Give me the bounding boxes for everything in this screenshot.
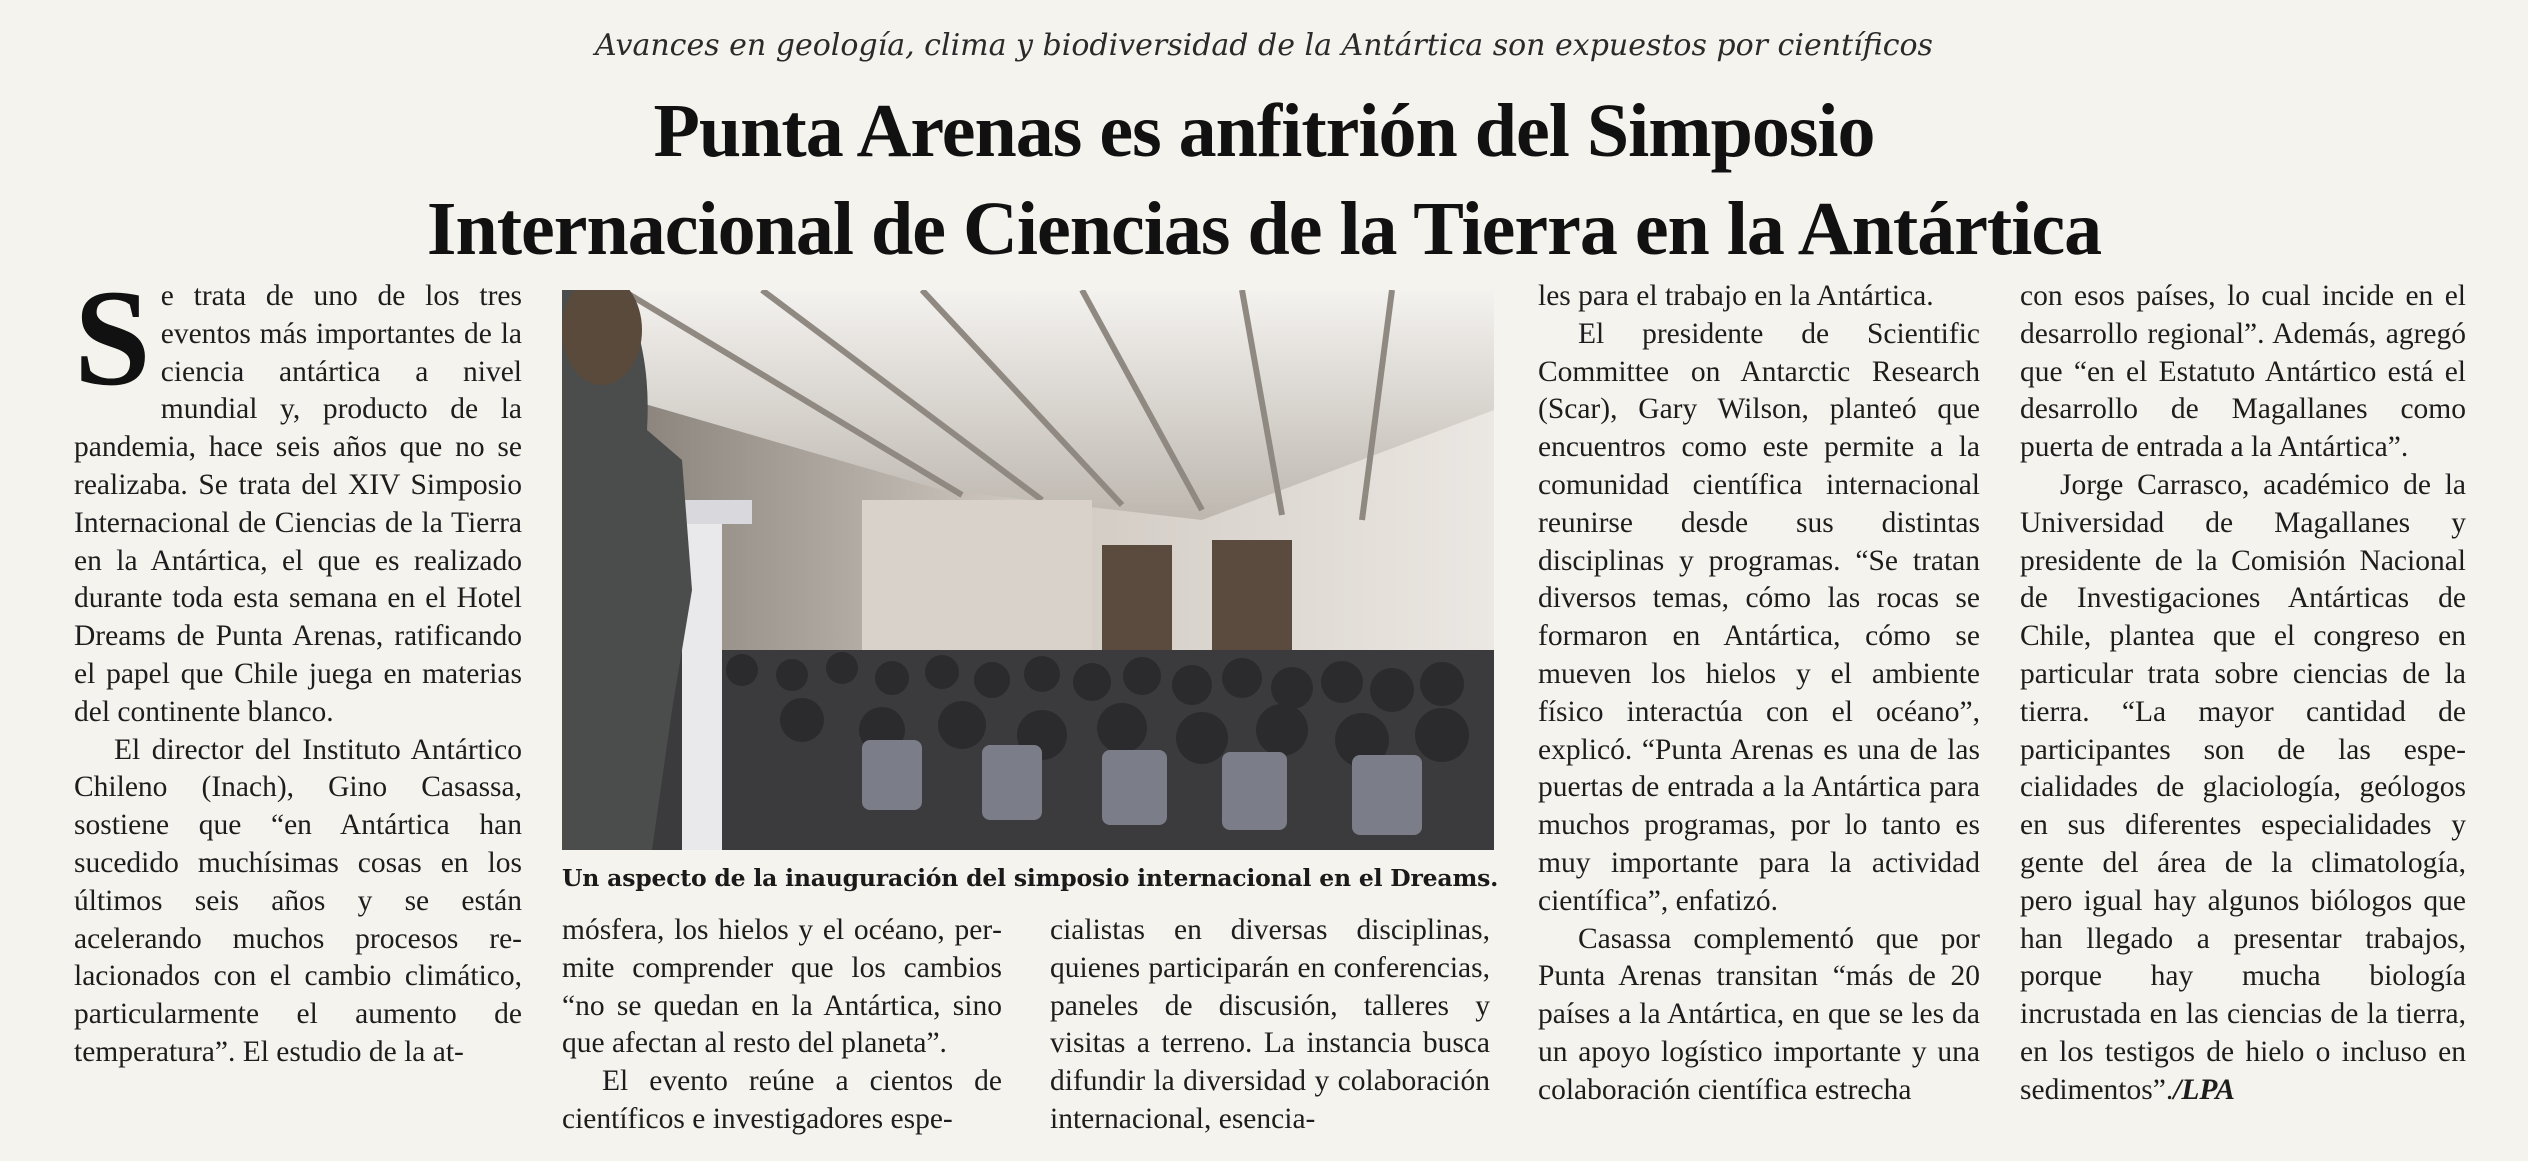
- article-column-3: [1050, 912, 1490, 1139]
- author-signature: /LPA: [2173, 1073, 2235, 1106]
- article-kicker: Avances en geología, clima y biodiversidad de la Antártica son expuestos por científicos: [595, 28, 1933, 63]
- col1-p1-text: e trata de uno de los tres eventos más importantes de la ciencia antártica a nivel mundial y, producto de la pandemia, hace seis años que no se realizaba. Se trata del XIV Simposio Internacional de Ciencias de la Tierra en la Antártica, el que es realizado durante toda esta semana en el Hotel Dreams de Punta Arenas, ratificando el papel que Chile juega en materias del continente blanco.: [74, 280, 522, 728]
- col5-paragraph-0: con esos países, lo cual incide en el desarrollo regional”. Además, agregó que “en el Estatuto Antártico está el desarrollo de Magallanes como puerta de entrada a la Antártica”.: [2020, 280, 2466, 464]
- col4-paragraph-0: les para el trabajo en la Antártica.: [1538, 280, 1934, 312]
- article-headline: [0, 82, 2528, 278]
- symposium-photo: [562, 290, 1494, 850]
- col3-paragraph-1: cialistas en diversas disciplinas, quienes participarán en conferencias, paneles de discusión, talleres y visitas a terreno. La instancia busca difundir la diversidad y colaboración internacional, esencia-: [1050, 914, 1490, 1135]
- col5-p1-text: Jorge Carrasco, académico de la Universidad de Magallanes y presidente de la Comisión Nacional de Investigaciones Antárticas de Chile, plantea que el congreso en particular trata sobre ciencias de la tierra. “La mayor cantidad de participantes son de las especialidades de glaciología, geólogos en sus diferentes especialidades y gente del área de la climatología, pero igual hay algunos biólogos que han llegado a presentar trabajos, porque hay mucha biología incrustada en las ciencias de la tierra, en los testigos de hielo o incluso en sedimentos”.: [2020, 468, 2466, 1106]
- col4-paragraph-1: El presidente de Scientific Committee on Antarctic Research (Scar), Gary Wilson, planteó que encuentros como este permite a la comunidad científica internacional reunirse desde sus distintas disciplinas y programas. “Se tratan diversos temas, cómo las rocas se formaron en Antártica, cómo se mueven los hielos y el ambiente físico interactúa con el océano”, explicó. “Punta Arenas es una de las puertas de entrada a la Antártica para muchos programas, por lo tanto es muy importante para la actividad científica”, enfatizó.: [1538, 317, 1980, 917]
- article-column-2: [562, 912, 1002, 1139]
- col1-paragraph-1: [74, 261, 522, 732]
- article-column-5: [2020, 278, 2466, 1110]
- col1-paragraph-2: El director del Instituto Antártico Chileno (Inach), Gino Casassa, sostiene que “en Antártica han sucedido muchísimas cosas en los últimos seis años y se están acelerando muchos procesos relacionados con el cambio climático, particularmente el aumento de temperatura”. El estudio de la at-: [74, 733, 522, 1068]
- photo-caption: Un aspecto de la inauguración del simposio internacional en el Dreams.: [562, 864, 1499, 892]
- col4-paragraph-2: Casassa complementó que por Punta Arenas transitan “más de 20 países a la Antártica, en que se les da un apoyo logístico importante y una colaboración científica estrecha: [1538, 922, 1980, 1106]
- article-column-1: [74, 261, 522, 1072]
- article-column-4: [1538, 278, 1980, 1110]
- col2-paragraph-2: El evento reúne a cientos de científicos e investigadores espe-: [562, 1065, 1002, 1135]
- headline-line-1: Punta Arenas es anfitrión del Simposio: [653, 89, 1875, 173]
- col5-paragraph-1: [2020, 467, 2466, 1110]
- col2-paragraph-1: mósfera, los hielos y el océano, permite comprender que los cambios “no se quedan en la Antártica, sino que afectan al resto del planeta”.: [562, 914, 1002, 1060]
- headline-line-2: Internacional de Ciencias de la Tierra en la Antártica: [426, 187, 2102, 271]
- drop-cap: S: [74, 261, 151, 414]
